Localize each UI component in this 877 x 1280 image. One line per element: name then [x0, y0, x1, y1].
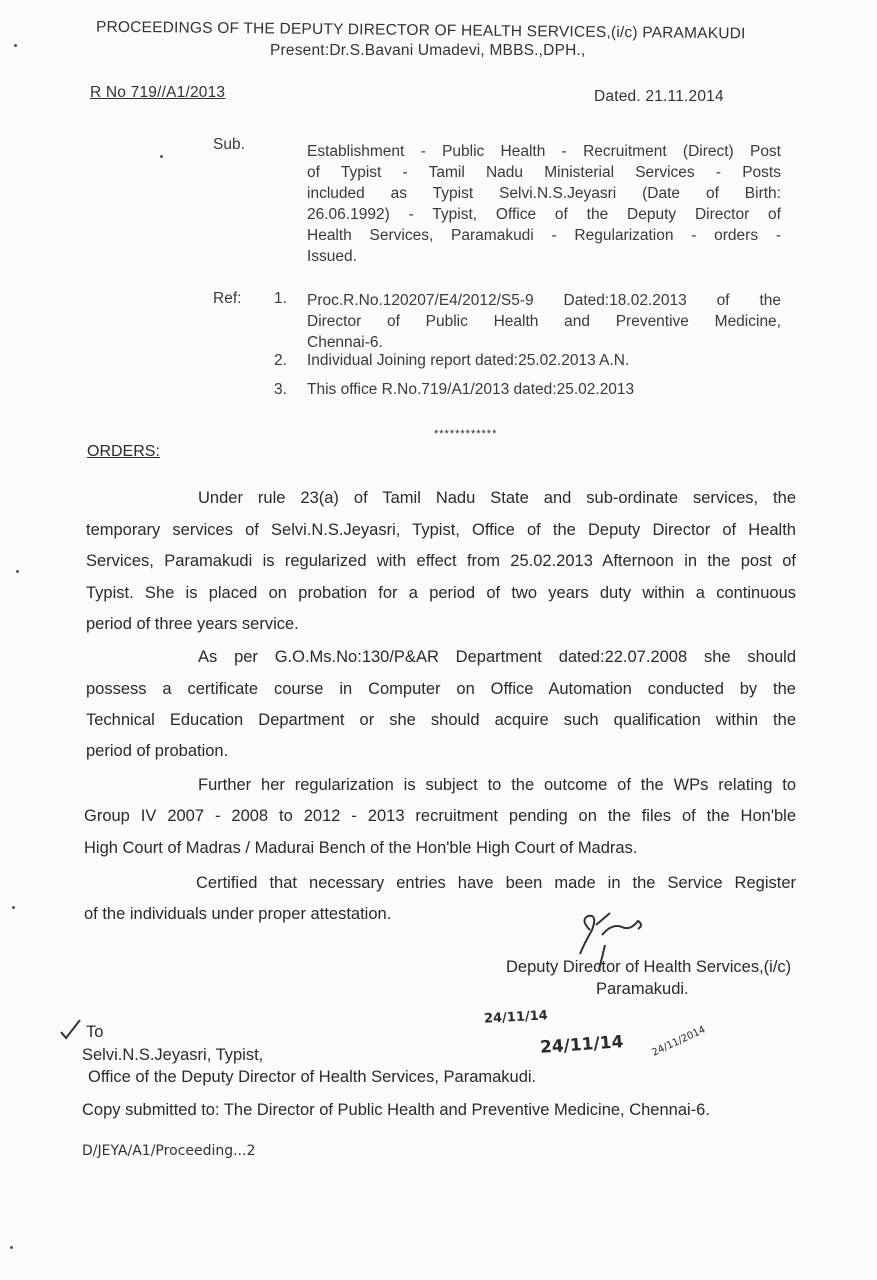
ref-line: Chennai-6. [307, 334, 383, 351]
copy-submitted: Copy submitted to: The Director of Public Health and Preventive Medicine, Chennai-6. [82, 1101, 710, 1119]
ref-number: 2. [274, 352, 287, 369]
orders-line [86, 552, 796, 571]
subject-line: Health Services, Paramakudi - Regularization - orders - [307, 227, 781, 244]
orders-line [198, 776, 796, 795]
orders-text: Group IV 2007 - 2008 to 2012 - 2013 recruitment pending on the files of the Hon'ble [84, 807, 796, 825]
scan-speck [12, 906, 15, 909]
subject-line: included as Typist Selvi.N.S.Jeyasri (Date of Birth: [307, 185, 781, 202]
orders-line [86, 584, 796, 603]
orders-line [86, 680, 796, 699]
orders-text: Services, Paramakudi is regularized with effect from 25.02.2013 Afternoon in the post of [86, 552, 796, 570]
orders-line: High Court of Madras / Madurai Bench of the Hon'ble High Court of Madras. [84, 839, 638, 857]
scan-speck [16, 570, 19, 573]
orders-heading: ORDERS: [87, 443, 160, 460]
orders-text: possess a certificate course in Computer on Office Automation conducted by the [86, 680, 796, 698]
subject-line: Establishment - Public Health - Recruitment (Direct) Post [307, 143, 781, 160]
orders-line: of the individuals under proper attestation. [84, 905, 392, 923]
orders-text: Certified that necessary entries have been made in the Service Register [196, 874, 796, 892]
orders-line: period of three years service. [86, 615, 299, 633]
ref-number: 3. [274, 381, 287, 398]
orders-line [198, 648, 796, 667]
ref-line: Proc.R.No.120207/E4/2012/S5-9 Dated:18.02.2013 of the [307, 292, 781, 309]
tick-mark-icon [58, 1018, 84, 1040]
orders-line: period of probation. [86, 742, 229, 760]
subject-label: Sub. [213, 136, 245, 153]
ref-label: Ref: [213, 290, 242, 307]
ref-item-3: This office R.No.719/A1/2013 dated:25.02.2013 [307, 381, 635, 398]
subject-line: 26.06.1992) - Typist, Office of the Deputy Director of [307, 206, 781, 223]
recipient-name: Selvi.N.S.Jeyasri, Typist, [82, 1046, 264, 1064]
ref-number: 1. [274, 290, 287, 307]
ref-item-2: Individual Joining report dated:25.02.2013 A.N. [307, 352, 630, 369]
handwritten-date: 24/11/2014 [650, 1024, 708, 1059]
orders-line [198, 489, 796, 508]
to-label: To [86, 1023, 104, 1041]
orders-line [86, 711, 796, 730]
signatory-designation: Deputy Director of Health Services,(i/c) [506, 958, 792, 976]
document-title: PROCEEDINGS OF THE DEPUTY DIRECTOR OF HEALTH SERVICES,(i/c) PARAMAKUDI [95, 18, 746, 43]
orders-text: Under rule 23(a) of Tamil Nadu State and sub-ordinate services, the [198, 489, 796, 507]
subject-text [307, 141, 781, 267]
footer-code: D/JEYA/A1/Proceeding...2 [82, 1143, 256, 1159]
separator: ************ [434, 428, 498, 440]
ref-item-1 [307, 290, 781, 353]
subject-line: of Typist - Tamil Nadu Ministerial Services - Posts [307, 164, 781, 181]
document-date: Dated. 21.11.2014 [594, 88, 724, 105]
present-officer: Present:Dr.S.Bavani Umadevi, MBBS.,DPH., [270, 42, 586, 59]
orders-text: Further her regularization is subject to the outcome of the WPs relating to [198, 776, 796, 794]
orders-line [84, 807, 796, 826]
orders-line [86, 521, 796, 540]
handwritten-date: 24/11/14 [539, 1032, 624, 1058]
subject-line: Issued. [307, 248, 357, 265]
recipient-office: Office of the Deputy Director of Health Services, Paramakudi. [88, 1068, 537, 1086]
handwritten-date: 24/11/14 [483, 1008, 549, 1027]
orders-text: Technical Education Department or she should acquire such qualification within the [86, 711, 796, 729]
signatory-place: Paramakudi. [596, 980, 689, 998]
orders-text: As per G.O.Ms.No:130/P&AR Department dated:22.07.2008 she should [198, 648, 796, 666]
scan-speck [10, 1246, 13, 1249]
orders-text: temporary services of Selvi.N.S.Jeyasri, Typist, Office of the Deputy Director of Health [86, 521, 796, 539]
scan-speck [14, 44, 17, 47]
orders-line [196, 874, 796, 893]
orders-text: Typist. She is placed on probation for a period of two years duty within a continuous [86, 584, 796, 602]
ref-line: Director of Public Health and Preventive Medicine, [307, 313, 781, 330]
reference-number: R No 719//A1/2013 [90, 84, 226, 101]
scan-speck [160, 155, 163, 158]
